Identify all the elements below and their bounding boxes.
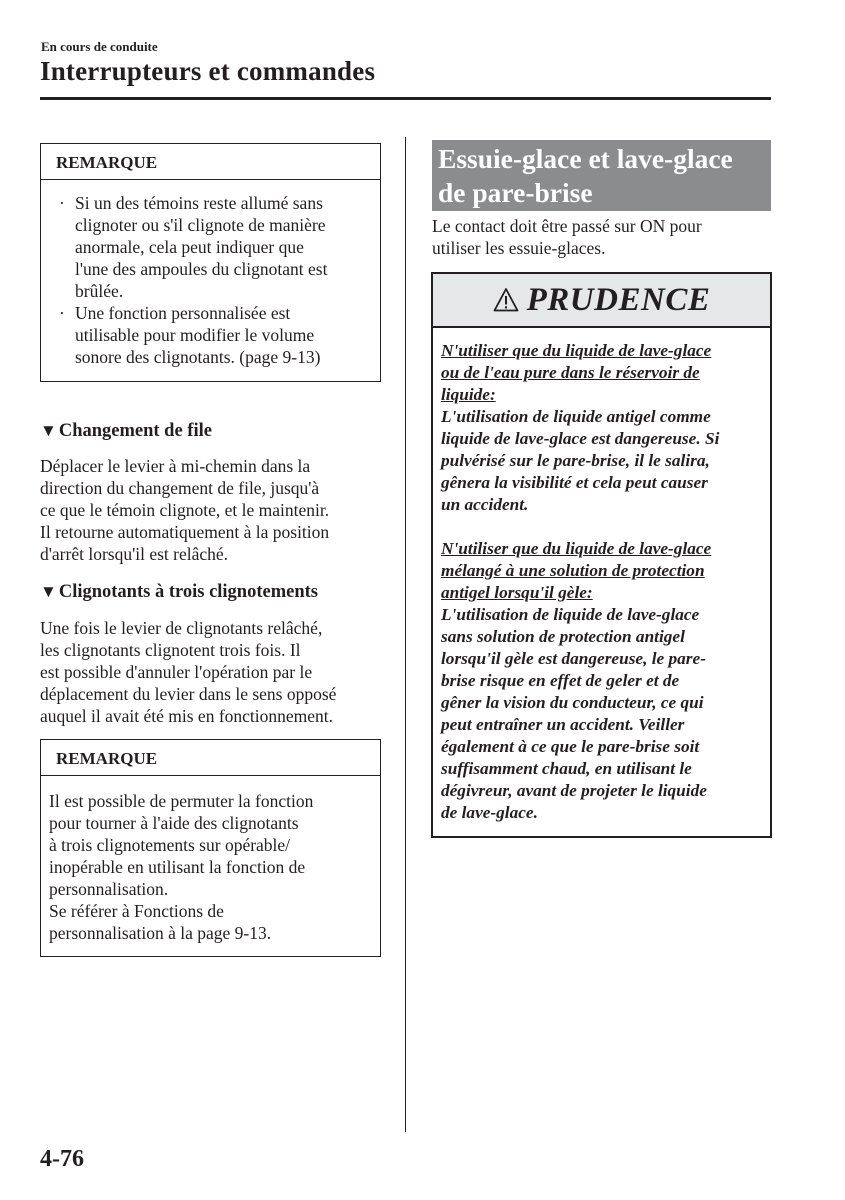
note-box-2 [40,739,381,957]
note-line: l'une des ampoules du clignotant est [75,259,328,279]
note-list [41,180,380,368]
triangle-down-icon: ▼ [40,421,57,440]
caution-header [433,274,770,328]
note-line: anormale, cela peut indiquer que [75,237,304,257]
subheading-lane-change: ▼ Changement de file [40,421,212,441]
subheading-triple-flash: ▼ Clignotants à trois clignotements [40,582,318,602]
title-rule [40,97,771,100]
paragraph-gap [441,516,762,538]
note-item [41,302,380,368]
caution-body [433,328,770,824]
note-text: Il est possible de permuter la fonction pour tourner à l'aide des clignotants à trois clignotements sur opérable/ inopérable en utilisant la fonction de personnalisation. Se référer à Fonctions de personnalisation à la page 9-13. [49,791,314,943]
note-line: brûlée. [75,281,124,301]
column-divider [405,137,406,1132]
caution-rule-1: N'utiliser que du liquide de lave-glace ou de l'eau pure dans le réservoir de liquide: [441,341,712,404]
section-label: En cours de conduite [41,39,158,54]
note-heading: REMARQUE [41,144,380,180]
lane-change-paragraph: Déplacer le levier à mi-chemin dans la direction du changement de file, jusqu'à ce que le témoin clignote, et le maintenir. Il retourne automatiquement à la position d'arrêt lorsqu'il est relâché. [40,456,330,564]
note-item [41,192,380,302]
note-box-1 [40,143,381,382]
note-line: sonore des clignotants. (page 9-13) [75,347,321,367]
note-line: clignoter ou s'il clignote de manière [75,215,326,235]
wiper-intro-paragraph: Le contact doit être passé sur ON pour utiliser les essuie-glaces. [432,216,702,258]
caution-explanation-2: L'utilisation de liquide de lave-glace sans solution de protection antigel lorsqu'il gèle est dangereuse, le pare- brise risque en effet de geler et de gêner la vision du conducteur, ce qui peut entraîner un accident. Veiller également à ce que le pare-brise soit suffisamment chaud, en utilisant le dégivreur, avant de projeter le liquide de lave-glace. [441,605,707,822]
caution-rule-2: N'utiliser que du liquide de lave-glace mélangé à une solution de protection antigel lorsqu'il gèle: [441,539,712,602]
note-line: utilisable pour modifier le volume [75,325,315,345]
caution-explanation-1: L'utilisation de liquide antigel comme liquide de lave-glace est dangereuse. Si pulvérisé sur le pare-brise, il le salira, gênera la visibilité et cela peut causer un accident. [441,407,720,514]
page-number: 4-76 [40,1146,84,1172]
page-title: Interrupteurs et commandes [40,56,376,86]
note-line: Une fonction personnalisée est [75,303,291,323]
caution-title: PRUDENCE [526,281,711,318]
bullet-icon: · [59,303,65,323]
caution-box [431,272,772,838]
warning-triangle-icon [493,287,519,313]
triple-flash-paragraph: Une fois le levier de clignotants relâché, les clignotants clignotent trois fois. Il est possible d'annuler l'opération par le déplacement du levier dans le sens opposé auquel il avait été mis en fonctionnement. [40,618,337,726]
section-title-banner: Essuie-glace et lave-glace de pare-brise [432,140,771,211]
note-heading: REMARQUE [41,740,380,776]
triangle-down-icon: ▼ [40,582,57,601]
bullet-icon: · [59,193,65,213]
note-line: Si un des témoins reste allumé sans [75,193,323,213]
